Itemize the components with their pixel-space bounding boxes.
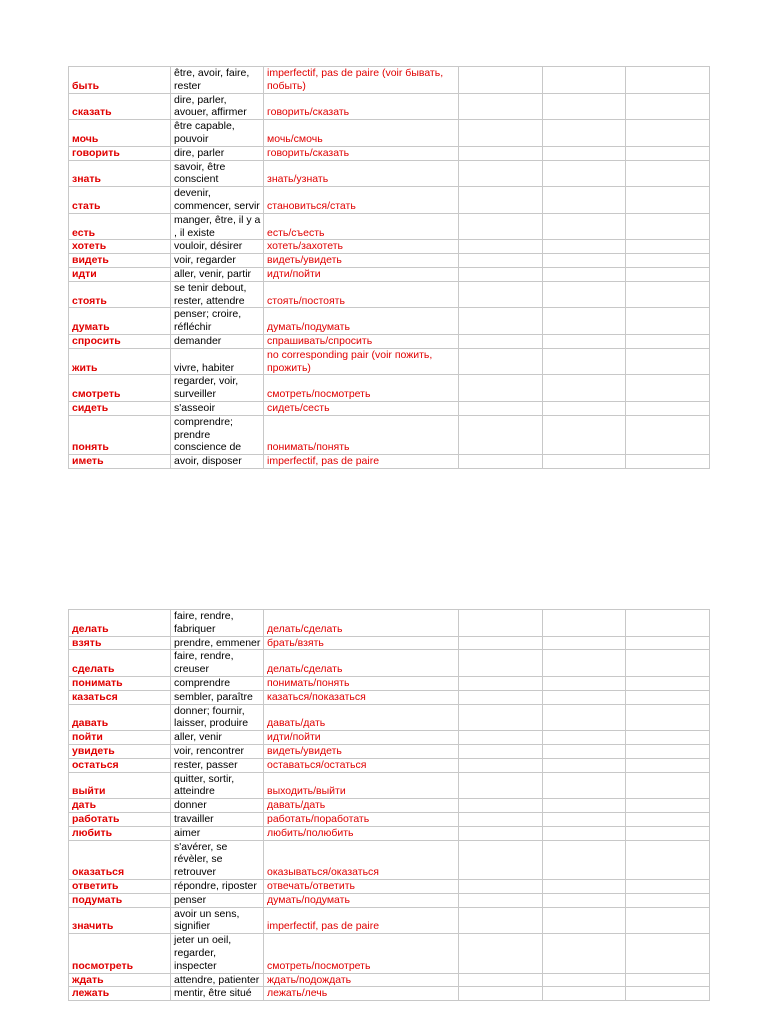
table-row	[69, 731, 710, 745]
table-row	[69, 826, 710, 840]
aspect-pair-cell[interactable]: брать/взять	[264, 636, 459, 650]
empty-cell[interactable]	[543, 375, 626, 402]
translation-cell[interactable]: mentir, être situé	[171, 987, 264, 1001]
table-row	[69, 987, 710, 1001]
verb-cell[interactable]: сделать	[69, 650, 171, 677]
translation-cell[interactable]: dire, parler, avouer, affirmer	[171, 93, 264, 120]
empty-cell[interactable]	[543, 676, 626, 690]
aspect-pair-cell[interactable]: ждать/подождать	[264, 973, 459, 987]
empty-cell[interactable]	[626, 375, 710, 402]
empty-cell[interactable]	[626, 213, 710, 240]
empty-cell[interactable]	[459, 636, 543, 650]
empty-cell[interactable]	[459, 676, 543, 690]
empty-cell[interactable]	[459, 650, 543, 677]
translation-cell[interactable]: travailler	[171, 812, 264, 826]
aspect-pair-cell[interactable]: no corresponding pair (voir пожить, прожить)	[264, 348, 459, 375]
empty-cell[interactable]	[459, 772, 543, 799]
translation-cell[interactable]: donner; fournir, laisser, produire	[171, 704, 264, 731]
empty-cell[interactable]	[626, 907, 710, 934]
empty-cell[interactable]	[459, 254, 543, 268]
verb-cell[interactable]: стоять	[69, 281, 171, 308]
verb-table-2	[68, 609, 710, 1001]
empty-cell[interactable]	[626, 893, 710, 907]
aspect-pair-cell[interactable]: думать/подумать	[264, 893, 459, 907]
table-row	[69, 758, 710, 772]
verb-cell[interactable]: давать	[69, 704, 171, 731]
empty-cell[interactable]	[459, 348, 543, 375]
empty-cell[interactable]	[626, 879, 710, 893]
table-row	[69, 934, 710, 973]
verb-cell[interactable]: пойти	[69, 731, 171, 745]
empty-cell[interactable]	[543, 455, 626, 469]
aspect-pair-cell[interactable]: думать/подумать	[264, 308, 459, 335]
verb-cell[interactable]: быть	[69, 67, 171, 94]
empty-cell[interactable]	[543, 704, 626, 731]
table-row	[69, 415, 710, 454]
verb-cell[interactable]: идти	[69, 267, 171, 281]
aspect-pair-cell[interactable]: любить/полюбить	[264, 826, 459, 840]
empty-cell[interactable]	[543, 772, 626, 799]
aspect-pair-cell[interactable]: работать/поработать	[264, 812, 459, 826]
table-row	[69, 650, 710, 677]
empty-cell[interactable]	[543, 240, 626, 254]
empty-cell[interactable]	[543, 187, 626, 214]
empty-cell[interactable]	[459, 160, 543, 187]
empty-cell[interactable]	[543, 146, 626, 160]
aspect-pair-cell[interactable]: imperfectif, pas de paire (voir бывать, побыть)	[264, 67, 459, 94]
table-row	[69, 704, 710, 731]
aspect-pair-cell[interactable]: imperfectif, pas de paire	[264, 455, 459, 469]
empty-cell[interactable]	[626, 415, 710, 454]
empty-cell[interactable]	[626, 973, 710, 987]
empty-cell[interactable]	[543, 254, 626, 268]
empty-cell[interactable]	[543, 973, 626, 987]
empty-cell[interactable]	[459, 415, 543, 454]
empty-cell[interactable]	[459, 187, 543, 214]
empty-cell[interactable]	[459, 281, 543, 308]
translation-cell[interactable]: savoir, être conscient	[171, 160, 264, 187]
verb-cell[interactable]: казаться	[69, 690, 171, 704]
aspect-pair-cell[interactable]: говорить/сказать	[264, 93, 459, 120]
empty-cell[interactable]	[459, 731, 543, 745]
verb-cell[interactable]: стать	[69, 187, 171, 214]
empty-cell[interactable]	[626, 676, 710, 690]
translation-cell[interactable]: faire, rendre, fabriquer	[171, 610, 264, 637]
aspect-pair-cell[interactable]: отвечать/ответить	[264, 879, 459, 893]
translation-cell[interactable]: regarder, voir, surveiller	[171, 375, 264, 402]
empty-cell[interactable]	[626, 650, 710, 677]
empty-cell[interactable]	[459, 334, 543, 348]
empty-cell[interactable]	[626, 690, 710, 704]
table-row	[69, 281, 710, 308]
aspect-pair-cell[interactable]: смотреть/посмотреть	[264, 375, 459, 402]
translation-cell[interactable]: avoir, disposer	[171, 455, 264, 469]
empty-cell[interactable]	[543, 308, 626, 335]
empty-cell[interactable]	[626, 772, 710, 799]
empty-cell[interactable]	[459, 213, 543, 240]
empty-cell[interactable]	[459, 401, 543, 415]
verb-cell[interactable]: говорить	[69, 146, 171, 160]
empty-cell[interactable]	[459, 120, 543, 147]
empty-cell[interactable]	[626, 455, 710, 469]
table-row	[69, 907, 710, 934]
verb-cell[interactable]: знать	[69, 160, 171, 187]
empty-cell[interactable]	[626, 254, 710, 268]
empty-cell[interactable]	[626, 826, 710, 840]
table-row	[69, 772, 710, 799]
translation-cell[interactable]: prendre, emmener	[171, 636, 264, 650]
empty-cell[interactable]	[543, 67, 626, 94]
table-row	[69, 254, 710, 268]
translation-cell[interactable]: comprendre	[171, 676, 264, 690]
translation-cell[interactable]: s'asseoir	[171, 401, 264, 415]
table-row	[69, 213, 710, 240]
translation-cell[interactable]: attendre, patienter	[171, 973, 264, 987]
aspect-pair-cell[interactable]: видеть/увидеть	[264, 744, 459, 758]
empty-cell[interactable]	[543, 690, 626, 704]
empty-cell[interactable]	[459, 93, 543, 120]
empty-cell[interactable]	[543, 840, 626, 879]
empty-cell[interactable]	[543, 907, 626, 934]
aspect-pair-cell[interactable]: лежать/лечь	[264, 987, 459, 1001]
aspect-pair-cell[interactable]: спрашивать/спросить	[264, 334, 459, 348]
empty-cell[interactable]	[543, 879, 626, 893]
aspect-pair-cell[interactable]: видеть/увидеть	[264, 254, 459, 268]
aspect-pair-cell[interactable]: понимать/понять	[264, 415, 459, 454]
empty-cell[interactable]	[626, 758, 710, 772]
empty-cell[interactable]	[543, 415, 626, 454]
aspect-pair-cell[interactable]: мочь/смочь	[264, 120, 459, 147]
table-row	[69, 610, 710, 637]
translation-cell[interactable]: être, avoir, faire, rester	[171, 67, 264, 94]
verb-cell[interactable]: посмотреть	[69, 934, 171, 973]
translation-cell[interactable]: se tenir debout, rester, attendre	[171, 281, 264, 308]
verb-table-1	[68, 66, 710, 469]
table-row	[69, 375, 710, 402]
empty-cell[interactable]	[543, 93, 626, 120]
verb-cell[interactable]: подумать	[69, 893, 171, 907]
aspect-pair-cell[interactable]: выходить/выйти	[264, 772, 459, 799]
aspect-pair-cell[interactable]: давать/дать	[264, 799, 459, 813]
translation-cell[interactable]: avoir un sens, signifier	[171, 907, 264, 934]
translation-cell[interactable]: manger, être, il y a , il existe	[171, 213, 264, 240]
aspect-pair-cell[interactable]: есть/съесть	[264, 213, 459, 240]
empty-cell[interactable]	[626, 267, 710, 281]
empty-cell[interactable]	[626, 731, 710, 745]
empty-cell[interactable]	[543, 334, 626, 348]
empty-cell[interactable]	[543, 213, 626, 240]
empty-cell[interactable]	[626, 146, 710, 160]
aspect-pair-cell[interactable]: сидеть/сесть	[264, 401, 459, 415]
translation-cell[interactable]: vouloir, désirer	[171, 240, 264, 254]
empty-cell[interactable]	[459, 375, 543, 402]
empty-cell[interactable]	[543, 120, 626, 147]
table-row	[69, 973, 710, 987]
table-row	[69, 676, 710, 690]
aspect-pair-cell[interactable]: казаться/показаться	[264, 690, 459, 704]
translation-cell[interactable]: répondre, riposter	[171, 879, 264, 893]
empty-cell[interactable]	[543, 758, 626, 772]
empty-cell[interactable]	[459, 799, 543, 813]
table-row	[69, 67, 710, 94]
translation-cell[interactable]: penser	[171, 893, 264, 907]
table-row	[69, 840, 710, 879]
table-row	[69, 744, 710, 758]
empty-cell[interactable]	[626, 987, 710, 1001]
empty-cell[interactable]	[543, 744, 626, 758]
translation-cell[interactable]: comprendre; prendre conscience de	[171, 415, 264, 454]
verb-cell[interactable]: работать	[69, 812, 171, 826]
translation-cell[interactable]: être capable, pouvoir	[171, 120, 264, 147]
table-row	[69, 267, 710, 281]
table-row	[69, 690, 710, 704]
table-row	[69, 146, 710, 160]
empty-cell[interactable]	[459, 610, 543, 637]
aspect-pair-cell[interactable]: делать/сделать	[264, 610, 459, 637]
empty-cell[interactable]	[543, 650, 626, 677]
empty-cell[interactable]	[626, 67, 710, 94]
empty-cell[interactable]	[543, 160, 626, 187]
empty-cell[interactable]	[459, 879, 543, 893]
empty-cell[interactable]	[626, 308, 710, 335]
empty-cell[interactable]	[459, 240, 543, 254]
verb-cell[interactable]: мочь	[69, 120, 171, 147]
aspect-pair-cell[interactable]: делать/сделать	[264, 650, 459, 677]
empty-cell[interactable]	[459, 455, 543, 469]
aspect-pair-cell[interactable]: смотреть/посмотреть	[264, 934, 459, 973]
verb-cell[interactable]: думать	[69, 308, 171, 335]
verb-cell[interactable]: спросить	[69, 334, 171, 348]
empty-cell[interactable]	[626, 934, 710, 973]
aspect-pair-cell[interactable]: становиться/стать	[264, 187, 459, 214]
empty-cell[interactable]	[543, 812, 626, 826]
aspect-pair-cell[interactable]: давать/дать	[264, 704, 459, 731]
empty-cell[interactable]	[543, 826, 626, 840]
verb-cell[interactable]: значить	[69, 907, 171, 934]
empty-cell[interactable]	[626, 401, 710, 415]
aspect-pair-cell[interactable]: идти/пойти	[264, 731, 459, 745]
verb-cell[interactable]: лежать	[69, 987, 171, 1001]
translation-cell[interactable]: dire, parler	[171, 146, 264, 160]
empty-cell[interactable]	[459, 987, 543, 1001]
verb-cell[interactable]: ответить	[69, 879, 171, 893]
table-row	[69, 240, 710, 254]
empty-cell[interactable]	[543, 799, 626, 813]
translation-cell[interactable]: faire, rendre, creuser	[171, 650, 264, 677]
empty-cell[interactable]	[626, 840, 710, 879]
empty-cell[interactable]	[459, 308, 543, 335]
verb-cell[interactable]: оказаться	[69, 840, 171, 879]
verb-cell[interactable]: понять	[69, 415, 171, 454]
empty-cell[interactable]	[626, 812, 710, 826]
empty-cell[interactable]	[459, 934, 543, 973]
table-row	[69, 893, 710, 907]
verb-cell[interactable]: дать	[69, 799, 171, 813]
aspect-pair-cell[interactable]: идти/пойти	[264, 267, 459, 281]
empty-cell[interactable]	[543, 348, 626, 375]
empty-cell[interactable]	[626, 799, 710, 813]
empty-cell[interactable]	[459, 893, 543, 907]
verb-cell[interactable]: есть	[69, 213, 171, 240]
aspect-pair-cell[interactable]: понимать/понять	[264, 676, 459, 690]
empty-cell[interactable]	[543, 731, 626, 745]
aspect-pair-cell[interactable]: знать/узнать	[264, 160, 459, 187]
empty-cell[interactable]	[459, 907, 543, 934]
table-row	[69, 93, 710, 120]
table-row	[69, 799, 710, 813]
verb-cell[interactable]: сказать	[69, 93, 171, 120]
empty-cell[interactable]	[543, 934, 626, 973]
empty-cell[interactable]	[543, 636, 626, 650]
aspect-pair-cell[interactable]: стоять/постоять	[264, 281, 459, 308]
translation-cell[interactable]: aller, venir	[171, 731, 264, 745]
empty-cell[interactable]	[459, 690, 543, 704]
empty-cell[interactable]	[626, 160, 710, 187]
translation-cell[interactable]: s'avérer, se révèler, se retrouver	[171, 840, 264, 879]
translation-cell[interactable]: donner	[171, 799, 264, 813]
empty-cell[interactable]	[459, 146, 543, 160]
translation-cell[interactable]: quitter, sortir, atteindre	[171, 772, 264, 799]
verb-cell[interactable]: понимать	[69, 676, 171, 690]
empty-cell[interactable]	[459, 67, 543, 94]
empty-cell[interactable]	[626, 187, 710, 214]
verb-cell[interactable]: жить	[69, 348, 171, 375]
empty-cell[interactable]	[626, 334, 710, 348]
verb-cell[interactable]: выйти	[69, 772, 171, 799]
table-row	[69, 636, 710, 650]
translation-cell[interactable]: voir, regarder	[171, 254, 264, 268]
empty-cell[interactable]	[459, 812, 543, 826]
empty-cell[interactable]	[626, 704, 710, 731]
translation-cell[interactable]: penser; croire, réfléchir	[171, 308, 264, 335]
verb-cell[interactable]: сидеть	[69, 401, 171, 415]
empty-cell[interactable]	[459, 744, 543, 758]
empty-cell[interactable]	[459, 826, 543, 840]
aspect-pair-cell[interactable]: оставаться/остаться	[264, 758, 459, 772]
empty-cell[interactable]	[459, 973, 543, 987]
translation-cell[interactable]: voir, rencontrer	[171, 744, 264, 758]
verb-cell[interactable]: делать	[69, 610, 171, 637]
table-row	[69, 187, 710, 214]
table-row	[69, 879, 710, 893]
aspect-pair-cell[interactable]: оказываться/оказаться	[264, 840, 459, 879]
empty-cell[interactable]	[459, 840, 543, 879]
translation-cell[interactable]: devenir, commencer, servir	[171, 187, 264, 214]
aspect-pair-cell[interactable]: imperfectif, pas de paire	[264, 907, 459, 934]
empty-cell[interactable]	[626, 636, 710, 650]
empty-cell[interactable]	[626, 93, 710, 120]
table-row	[69, 334, 710, 348]
verb-cell[interactable]: ждать	[69, 973, 171, 987]
empty-cell[interactable]	[626, 348, 710, 375]
verb-cell[interactable]: увидеть	[69, 744, 171, 758]
verb-cell[interactable]: хотеть	[69, 240, 171, 254]
empty-cell[interactable]	[543, 281, 626, 308]
empty-cell[interactable]	[543, 987, 626, 1001]
table-row	[69, 348, 710, 375]
empty-cell[interactable]	[626, 744, 710, 758]
table-row	[69, 812, 710, 826]
empty-cell[interactable]	[543, 610, 626, 637]
empty-cell[interactable]	[543, 893, 626, 907]
translation-cell[interactable]: aimer	[171, 826, 264, 840]
empty-cell[interactable]	[543, 267, 626, 281]
empty-cell[interactable]	[459, 704, 543, 731]
empty-cell[interactable]	[626, 610, 710, 637]
translation-cell[interactable]: aller, venir, partir	[171, 267, 264, 281]
table-row	[69, 120, 710, 147]
verb-cell[interactable]: видеть	[69, 254, 171, 268]
table-row	[69, 160, 710, 187]
verb-cell[interactable]: любить	[69, 826, 171, 840]
empty-cell[interactable]	[459, 758, 543, 772]
verb-cell[interactable]: взять	[69, 636, 171, 650]
translation-cell[interactable]: demander	[171, 334, 264, 348]
empty-cell[interactable]	[543, 401, 626, 415]
verb-cell[interactable]: остаться	[69, 758, 171, 772]
empty-cell[interactable]	[626, 240, 710, 254]
verb-cell[interactable]: смотреть	[69, 375, 171, 402]
table-row	[69, 401, 710, 415]
translation-cell[interactable]: sembler, paraître	[171, 690, 264, 704]
translation-cell[interactable]: jeter un oeil, regarder, inspecter	[171, 934, 264, 973]
empty-cell[interactable]	[626, 120, 710, 147]
table-row	[69, 455, 710, 469]
table-row	[69, 308, 710, 335]
translation-cell[interactable]: vivre, habiter	[171, 348, 264, 375]
aspect-pair-cell[interactable]: хотеть/захотеть	[264, 240, 459, 254]
aspect-pair-cell[interactable]: говорить/сказать	[264, 146, 459, 160]
translation-cell[interactable]: rester, passer	[171, 758, 264, 772]
empty-cell[interactable]	[626, 281, 710, 308]
empty-cell[interactable]	[459, 267, 543, 281]
verb-cell[interactable]: иметь	[69, 455, 171, 469]
